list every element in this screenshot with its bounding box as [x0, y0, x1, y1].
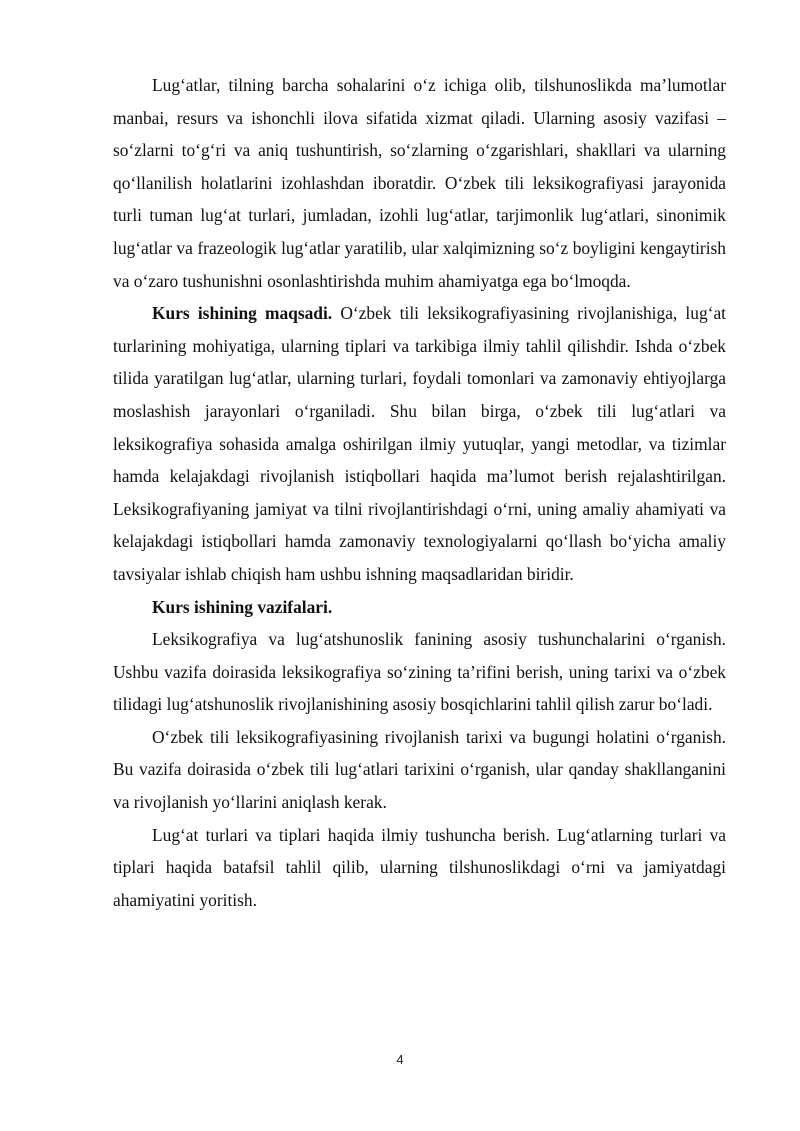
page-body — [113, 69, 726, 916]
paragraph-purpose — [113, 297, 726, 590]
paragraph-task-1-text: Leksikografiya va lug‘atshunoslik fanining asosiy tushunchalarini o‘rganish. Ushbu vazifa doirasida leksikografiya so‘zining ta’rifini berish, uning tarixi va o‘zbek tilidagi lug‘atshunoslik rivojlanishining asosiy bosqichlarini tahlil qilish zarur bo‘ladi. — [113, 629, 726, 715]
page-number: 4 — [396, 1052, 404, 1067]
purpose-heading: Kurs ishining maqsadi. — [152, 303, 333, 324]
paragraph-tasks-heading — [113, 591, 726, 624]
paragraph-task-3 — [113, 819, 726, 917]
paragraph-task-1 — [113, 623, 726, 721]
paragraph-task-2-text: O‘zbek tili leksikografiyasining rivojlanish tarixi va bugungi holatini o‘rganish. Bu vazifa doirasida o‘zbek tili lug‘atlari tarixini o‘rganish, ular qanday shakllanganini va rivojlanish yo‘llarini aniqlash kerak. — [113, 726, 726, 813]
paragraph-purpose-text: O‘zbek tili leksikografiyasining rivojlanishiga, lug‘at turlarining mohiyatiga, ularning tiplari va tarkibiga ilmiy tahlil qilishdir. Ishda o‘zbek tilida yaratilgan lug‘atlar, ularning turlari, foydali tomonlari va zamonaviy ehtiyojlarga moslashish jarayonlari o‘rganiladi. Shu bilan birga, o‘zbek tili lug‘atlari va leksikografiya sohasida amalga oshirilgan ilmiy yutuqlar, yangi metodlar, va tizimlar hamda kelajakdagi rivojlanish istiqbollari haqida ma’lumot berish rejalashtirilgan. Leksikografiyaning jamiyat va tilni rivojlantirishdagi o‘rni, uning amaliy ahamiyati va kelajakdagi istiqbollari hamda zamonaviy texnologiyalarni qo‘llash bo‘yicha amaliy tavsiyalar ishlab chiqish ham ushbu ishning maqsadlaridan biridir. — [113, 303, 726, 584]
paragraph-task-2 — [113, 721, 726, 819]
paragraph-intro — [113, 69, 726, 297]
tasks-heading: Kurs ishining vazifalari. — [152, 596, 333, 617]
paragraph-intro-text: Lug‘atlar, tilning barcha sohalarini o‘z ichiga olib, tilshunoslikda ma’lumotlar manbai, resurs va ishonchli ilova sifatida xizmat qiladi. Ularning asosiy vazifasi – so‘zlarni to‘g‘ri va aniq tushuntirish, so‘zlarning o‘zgarishlari, shakllari va ularning qo‘llanilish holatlarini izohlashdan iboratdir. O‘zbek tili leksikografiyasi jarayonida turli tuman lug‘at turlari, jumladan, izohli lug‘atlar, tarjimonlik lug‘atlari, sinonimik lug‘atlar va frazeologik lug‘atlar yaratilib, ular xalqimizning so‘z boyligini kengaytirish va o‘zaro tushunishni osonlashtirishda muhim ahamiyatga ega bo‘lmoqda. — [113, 75, 726, 291]
paragraph-task-3-text: Lug‘at turlari va tiplari haqida ilmiy tushuncha berish. Lug‘atlarning turlari va tiplari haqida batafsil tahlil qilib, ularning tilshunoslikdagi o‘rni va jamiyatdagi ahamiyatini yoritish. — [113, 824, 726, 910]
